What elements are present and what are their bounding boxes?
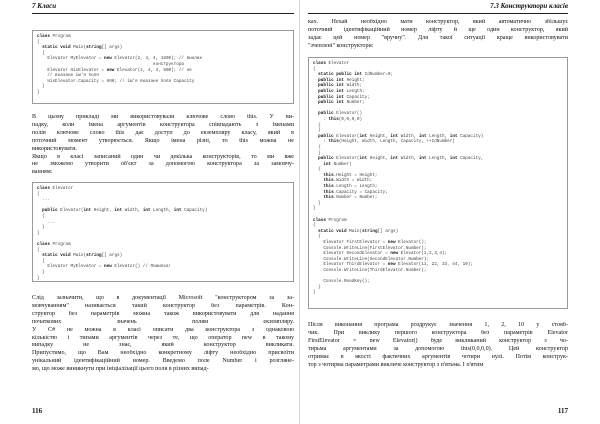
code-line: public int Width; [318, 83, 363, 89]
code-line: Elevator MyElevator = new Elevator() // Помилка! [37, 264, 172, 270]
text-line: ванням: [32, 169, 53, 176]
code-line: public int Number; [318, 100, 365, 106]
code-line: { [37, 191, 40, 197]
code-line: } [313, 150, 321, 156]
code-line: class Elevator [37, 186, 74, 191]
code-line: { [313, 223, 316, 229]
code-line: Console.WriteLine(ThirdElevator.Number); [313, 267, 427, 273]
text-line: FirstElevator = new Elevator() буде викликаний конструктор з чо- [308, 337, 568, 344]
code-line: } [37, 275, 40, 281]
code-block-main-call [32, 30, 294, 104]
code-line: this.Length = Length; [323, 184, 378, 190]
text-line: мо, що може виникнути при ініціалізації цього поля в різних випад- [32, 366, 209, 373]
code-line: public int Capacity; [318, 94, 370, 100]
paragraph-this-keyword [32, 114, 294, 177]
code-line: } [313, 200, 321, 206]
code-line: } [37, 89, 40, 95]
left-header-rule [32, 13, 294, 14]
code-line: public int Height; [318, 77, 365, 83]
text-line: використовувати. [32, 145, 77, 152]
text-line: Припустимо, що Вам необхідно конкретному ліфту необхідно присвоїти [32, 350, 294, 357]
code-line: class Elevator [313, 61, 350, 66]
code-line: Elevator HisElevator = new Elevator(2, 4, 4, 800); // не [37, 67, 192, 73]
code-line: public Elevator(int Height, int Width, int Length, int Capacity) [42, 208, 208, 214]
code-line: Elevator ThirdElevator = new Elevator(11, 22, 33, 44, 10); [313, 262, 473, 268]
code-line: } [313, 128, 321, 134]
right-page-number: 117 [557, 407, 568, 415]
left-page-number: 116 [32, 407, 43, 415]
text-line: Слід зазначити, що в документації Microsoft "конструктором за за- [32, 295, 294, 301]
text-line: тирьма аргументами за допомогою this(0,0,0,0). Цей конструктор [308, 345, 568, 352]
code-line: static void Main(string[] args) [318, 228, 399, 234]
code-line: // вказане ім'я поля [37, 73, 99, 79]
code-line: public Elevator() [318, 111, 363, 117]
code-line: : this(Height, Width, Length, Capacity, ++IdNumber) [313, 139, 455, 145]
code-line: ... [37, 219, 56, 225]
code-line: public Elevator(int Height, int Width, int Length, int Capacity) [318, 133, 484, 139]
code-line: } [313, 206, 316, 212]
code-line: } [37, 225, 45, 231]
text-line: задає цей номер "вручну". Для такої ситуації краще використовувати [308, 34, 568, 41]
code-line: int Number) [323, 161, 352, 167]
code-line: { [313, 234, 321, 240]
text-line: поточний ідентифікаційний номер ліфту й ще один конструктор, який [308, 26, 568, 33]
paragraph-execution-result [308, 322, 568, 369]
code-line: public Elevator(int Height, int Width, int Length, int Capacity, [318, 156, 484, 162]
code-line: class Program [37, 34, 71, 39]
code-line: } [313, 284, 321, 290]
code-line: Elevator SecondElevator = new Elevator(1,2,3,4); [313, 251, 448, 257]
code-line: { [37, 247, 40, 253]
text-line: початкових значень полям екземпляру. [32, 318, 294, 325]
code-line: Elevator MyElevator = new Elevator(2, 4, 4, 1800); // виклик [37, 56, 203, 62]
code-block-default-constructor-error [32, 182, 294, 282]
code-line: this.Height = Height; [323, 172, 378, 178]
text-line: чик. При виклику першого конструктора без параметрів Elevator [308, 329, 568, 336]
text-line: випадку не знає, який конструктор викликати. [32, 342, 294, 349]
text-line: "зчеплені" конструктори: [308, 42, 374, 49]
code-line: { [313, 122, 321, 128]
paragraph-chained-constructors-intro [308, 19, 568, 51]
code-line: } [37, 84, 45, 90]
code-line: public int Length; [318, 88, 365, 94]
code-line: static void Main(string[] args) [42, 253, 123, 259]
text-line: тор з чотирма параметрами викличе конструктор з п'ятьма. І п'ятим [308, 361, 484, 368]
code-line: } [37, 269, 45, 275]
code-line: { [37, 39, 40, 45]
text-line: У C# не можна в класі описати два конструктора з однаковою [32, 326, 294, 333]
text-line: падку, коли імена аргументів конструктора співпадають з іменами [32, 121, 294, 128]
code-line: { [313, 66, 316, 72]
code-line: { [313, 144, 321, 150]
code-line: { [313, 167, 321, 173]
text-line: кількістю і типами аргументів через те, що оператор new в такому [32, 334, 294, 341]
text-line: В цьому прикладі ми використовували ключове слово this. У ви- [32, 114, 294, 120]
code-line: Console.WriteLine(SecondElevator.Number); [313, 256, 430, 262]
code-line: this.Width = Width; [323, 178, 373, 184]
code-line: class Program [313, 217, 347, 223]
text-line: полів ключове слово this дає доступ до екземпляру класу, який в [32, 129, 294, 136]
code-line: { [37, 50, 45, 56]
code-line: } [37, 230, 40, 236]
code-line: конструктора [37, 61, 184, 67]
code-line: static public int IdNumber=0; [318, 72, 394, 78]
text-line: Якщо в класі записаний один чи декілька конструкторів, то ми вже [32, 153, 294, 160]
code-line: : this(0,0,0,0) [313, 116, 363, 122]
code-line: Console.WriteLine(FirstElevator.Number); [313, 245, 427, 251]
paragraph-default-constructor [32, 295, 294, 374]
code-line: static void Main(string[] args) [42, 45, 123, 51]
code-line: Elevator FirstElevator = new Elevator(); [313, 240, 427, 245]
text-line: ках. Нехай необхідно мати конструктор, який автоматично збільшує [308, 19, 568, 25]
code-line: this.Capacity = Capacity; [323, 189, 388, 195]
text-line: мовчуванням" називається такий конструктор без параметрів. Кон- [32, 302, 294, 309]
text-line: Після виконання програма роздрукує значення 1, 2, 10 у стовб- [308, 322, 568, 328]
left-page-header: 7 Класи [32, 2, 57, 10]
code-block-chained-constructors [308, 57, 568, 309]
text-line: унікальний ідентифікаційний номер. Введемо поле Number і розгляне- [32, 358, 294, 365]
code-line: } [313, 290, 316, 296]
code-line: ... [37, 197, 50, 203]
text-line: не зможемо утворити об'єкт за допомогою конструктора за замовчу- [32, 161, 294, 168]
right-page [300, 0, 600, 424]
right-header-rule [308, 13, 568, 14]
code-line: Console.ReadKey(); [313, 279, 370, 285]
text-line: отримає в якості фактичних аргументів чотири нулі. Потім конструк- [308, 353, 568, 360]
text-line: поточний момент утворюється. Якщо імена різні, то this можна не [32, 137, 294, 144]
code-line: { [37, 213, 45, 219]
code-line: this.Number = Number; [323, 195, 378, 201]
code-line: HisElevator.Capacity = 600; // ім'я вказане поля Capacity [37, 78, 195, 84]
code-line: { [37, 258, 45, 264]
right-page-header: 7.3 Конструктори класів [490, 2, 568, 10]
code-line: class Program [37, 241, 71, 247]
text-line: структор без параметрів можна також використовувати для надання [32, 310, 294, 317]
